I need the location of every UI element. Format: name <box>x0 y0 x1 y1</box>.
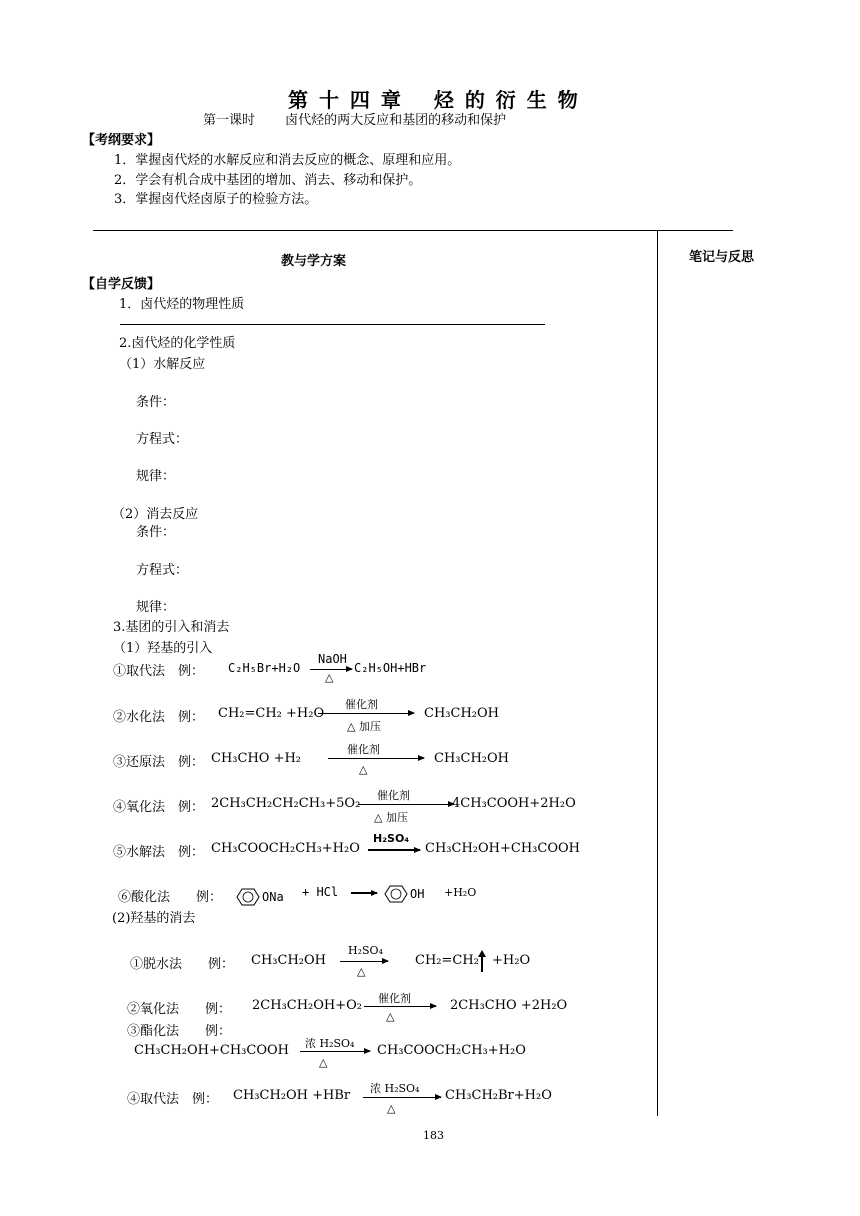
reaction-tail: +H₂O <box>444 886 477 899</box>
reaction-condition: △ 加压 <box>374 811 408 824</box>
reaction-condition: 催化剂 <box>377 789 410 802</box>
reaction-arrow <box>300 1051 370 1052</box>
reaction-arrow <box>358 804 454 805</box>
gas-up-arrow-icon <box>477 950 487 972</box>
reaction-label: ②氧化法 例： <box>127 1002 232 1017</box>
reaction-right: 4CH₃COOH+2H₂O <box>452 796 576 811</box>
reaction-label: ③酯化法 例： <box>127 1024 232 1039</box>
field-label: 方程式： <box>136 432 189 447</box>
page-title: 第 十 四 章 烃 的 衍 生 物 <box>288 88 580 112</box>
reaction-right: OH <box>410 887 425 901</box>
section-item: 2.卤代烃的化学性质 <box>119 336 236 351</box>
reaction-plus: + HCl <box>302 885 339 899</box>
kaogang-heading: 【考纲要求】 <box>82 133 161 148</box>
answer-line <box>120 324 545 325</box>
kaogang-item: 3．掌握卤代烃卤原子的检验方法。 <box>114 192 318 207</box>
reaction-left: CH₃COOCH₂CH₃+H₂O <box>211 841 360 856</box>
reaction-left: C₂H₅Br+H₂O <box>228 661 301 675</box>
reaction-left: CH₃CHO +H₂ <box>211 751 302 766</box>
section-item: 1．卤代烃的物理性质 <box>119 297 245 312</box>
reaction-arrow <box>363 1097 441 1098</box>
reaction-condition: 催化剂 <box>345 698 378 711</box>
field-label: 方程式： <box>136 563 189 578</box>
reaction-condition: 浓 H₂SO₄ <box>305 1037 355 1050</box>
column-divider <box>657 230 658 1116</box>
page-number: 183 <box>423 1129 444 1142</box>
reaction-arrow <box>318 713 414 714</box>
reaction-tail: +H₂O <box>492 953 531 968</box>
reaction-condition: 催化剂 <box>378 992 411 1005</box>
reaction-condition: H₂SO₄ <box>373 832 410 845</box>
reaction-condition: △ <box>387 1102 396 1115</box>
reaction-arrow <box>368 849 420 851</box>
reaction-right: CH₃CH₂OH <box>434 751 509 766</box>
reaction-condition: △ 加压 <box>347 720 381 733</box>
benzene-ring-icon <box>236 888 260 906</box>
field-label: 条件： <box>136 395 176 410</box>
reaction-right: CH₂=CH₂ <box>415 953 479 968</box>
main-column-heading: 教与学方案 <box>281 254 347 269</box>
reaction-arrow <box>364 1006 436 1007</box>
reaction-left: 2CH₃CH₂CH₂CH₃+5O₂ <box>211 796 361 811</box>
reaction-left: 2CH₃CH₂OH+O₂ <box>252 998 363 1013</box>
reaction-right: CH₃CH₂OH <box>424 706 499 721</box>
reaction-right: C₂H₅OH+HBr <box>354 661 427 675</box>
reaction-right: CH₃COOCH₂CH₃+H₂O <box>377 1043 526 1058</box>
field-label: 规律： <box>136 469 176 484</box>
reaction-label: ③还原法 例： <box>113 755 205 770</box>
reaction-label: ①脱水法 例： <box>130 957 235 972</box>
kaogang-item: 2．学会有机合成中基团的增加、消去、移动和保护。 <box>114 173 422 188</box>
reaction-arrow <box>328 758 424 759</box>
reaction-condition: 催化剂 <box>347 743 380 756</box>
reaction-condition: H₂SO₄ <box>348 944 383 957</box>
reaction-condition: △ <box>359 763 368 776</box>
zixue-heading: 【自学反馈】 <box>82 277 161 292</box>
sub-item: （1）羟基的引入 <box>113 641 213 656</box>
sub-item: (2)羟基的消去 <box>112 911 196 926</box>
header-rule <box>93 230 733 231</box>
reaction-label: ⑤水解法 例： <box>113 845 205 860</box>
field-label: 条件： <box>136 525 176 540</box>
reaction-label: ④氧化法 例： <box>113 800 205 815</box>
kaogang-item: 1．掌握卤代烃的水解反应和消去反应的概念、原理和应用。 <box>114 153 461 168</box>
notes-column-heading: 笔记与反思 <box>689 250 755 265</box>
reaction-label: ⑥酸化法 例： <box>118 890 223 905</box>
reaction-label: ④取代法 例： <box>127 1092 219 1107</box>
reaction-condition: △ <box>319 1056 328 1069</box>
field-label: 规律： <box>136 600 176 615</box>
sub-item: （1）水解反应 <box>119 357 206 372</box>
reaction-label: ②水化法 例： <box>113 710 205 725</box>
reaction-label: ①取代法 例： <box>113 664 205 679</box>
reaction-right: CH₃CH₂OH+CH₃COOH <box>425 841 580 856</box>
reaction-left: CH₂=CH₂ +H₂O <box>218 706 325 721</box>
reaction-condition: △ <box>357 965 366 978</box>
reaction-left: CH₃CH₂OH+CH₃COOH <box>134 1043 289 1058</box>
reaction-condition: △ <box>386 1010 395 1023</box>
reaction-arrow <box>340 961 388 962</box>
reaction-left: CH₃CH₂OH <box>251 953 326 968</box>
sub-item: （2）消去反应 <box>112 507 199 522</box>
reaction-left: ONa <box>262 890 284 904</box>
section-item: 3.基团的引入和消去 <box>113 620 230 635</box>
reaction-right: CH₃CH₂Br+H₂O <box>445 1088 552 1103</box>
reaction-arrow <box>310 669 352 670</box>
reaction-arrow <box>351 892 377 894</box>
reaction-right: 2CH₃CHO +2H₂O <box>450 998 568 1013</box>
lesson-subtitle: 第一课时 卤代烃的两大反应和基团的移动和保护 <box>203 113 507 128</box>
reaction-left: CH₃CH₂OH +HBr <box>233 1088 351 1103</box>
reaction-condition: 浓 H₂SO₄ <box>370 1082 420 1095</box>
benzene-ring-icon <box>384 885 408 903</box>
reaction-condition: △ <box>325 671 334 684</box>
reaction-condition: NaOH <box>318 652 347 666</box>
